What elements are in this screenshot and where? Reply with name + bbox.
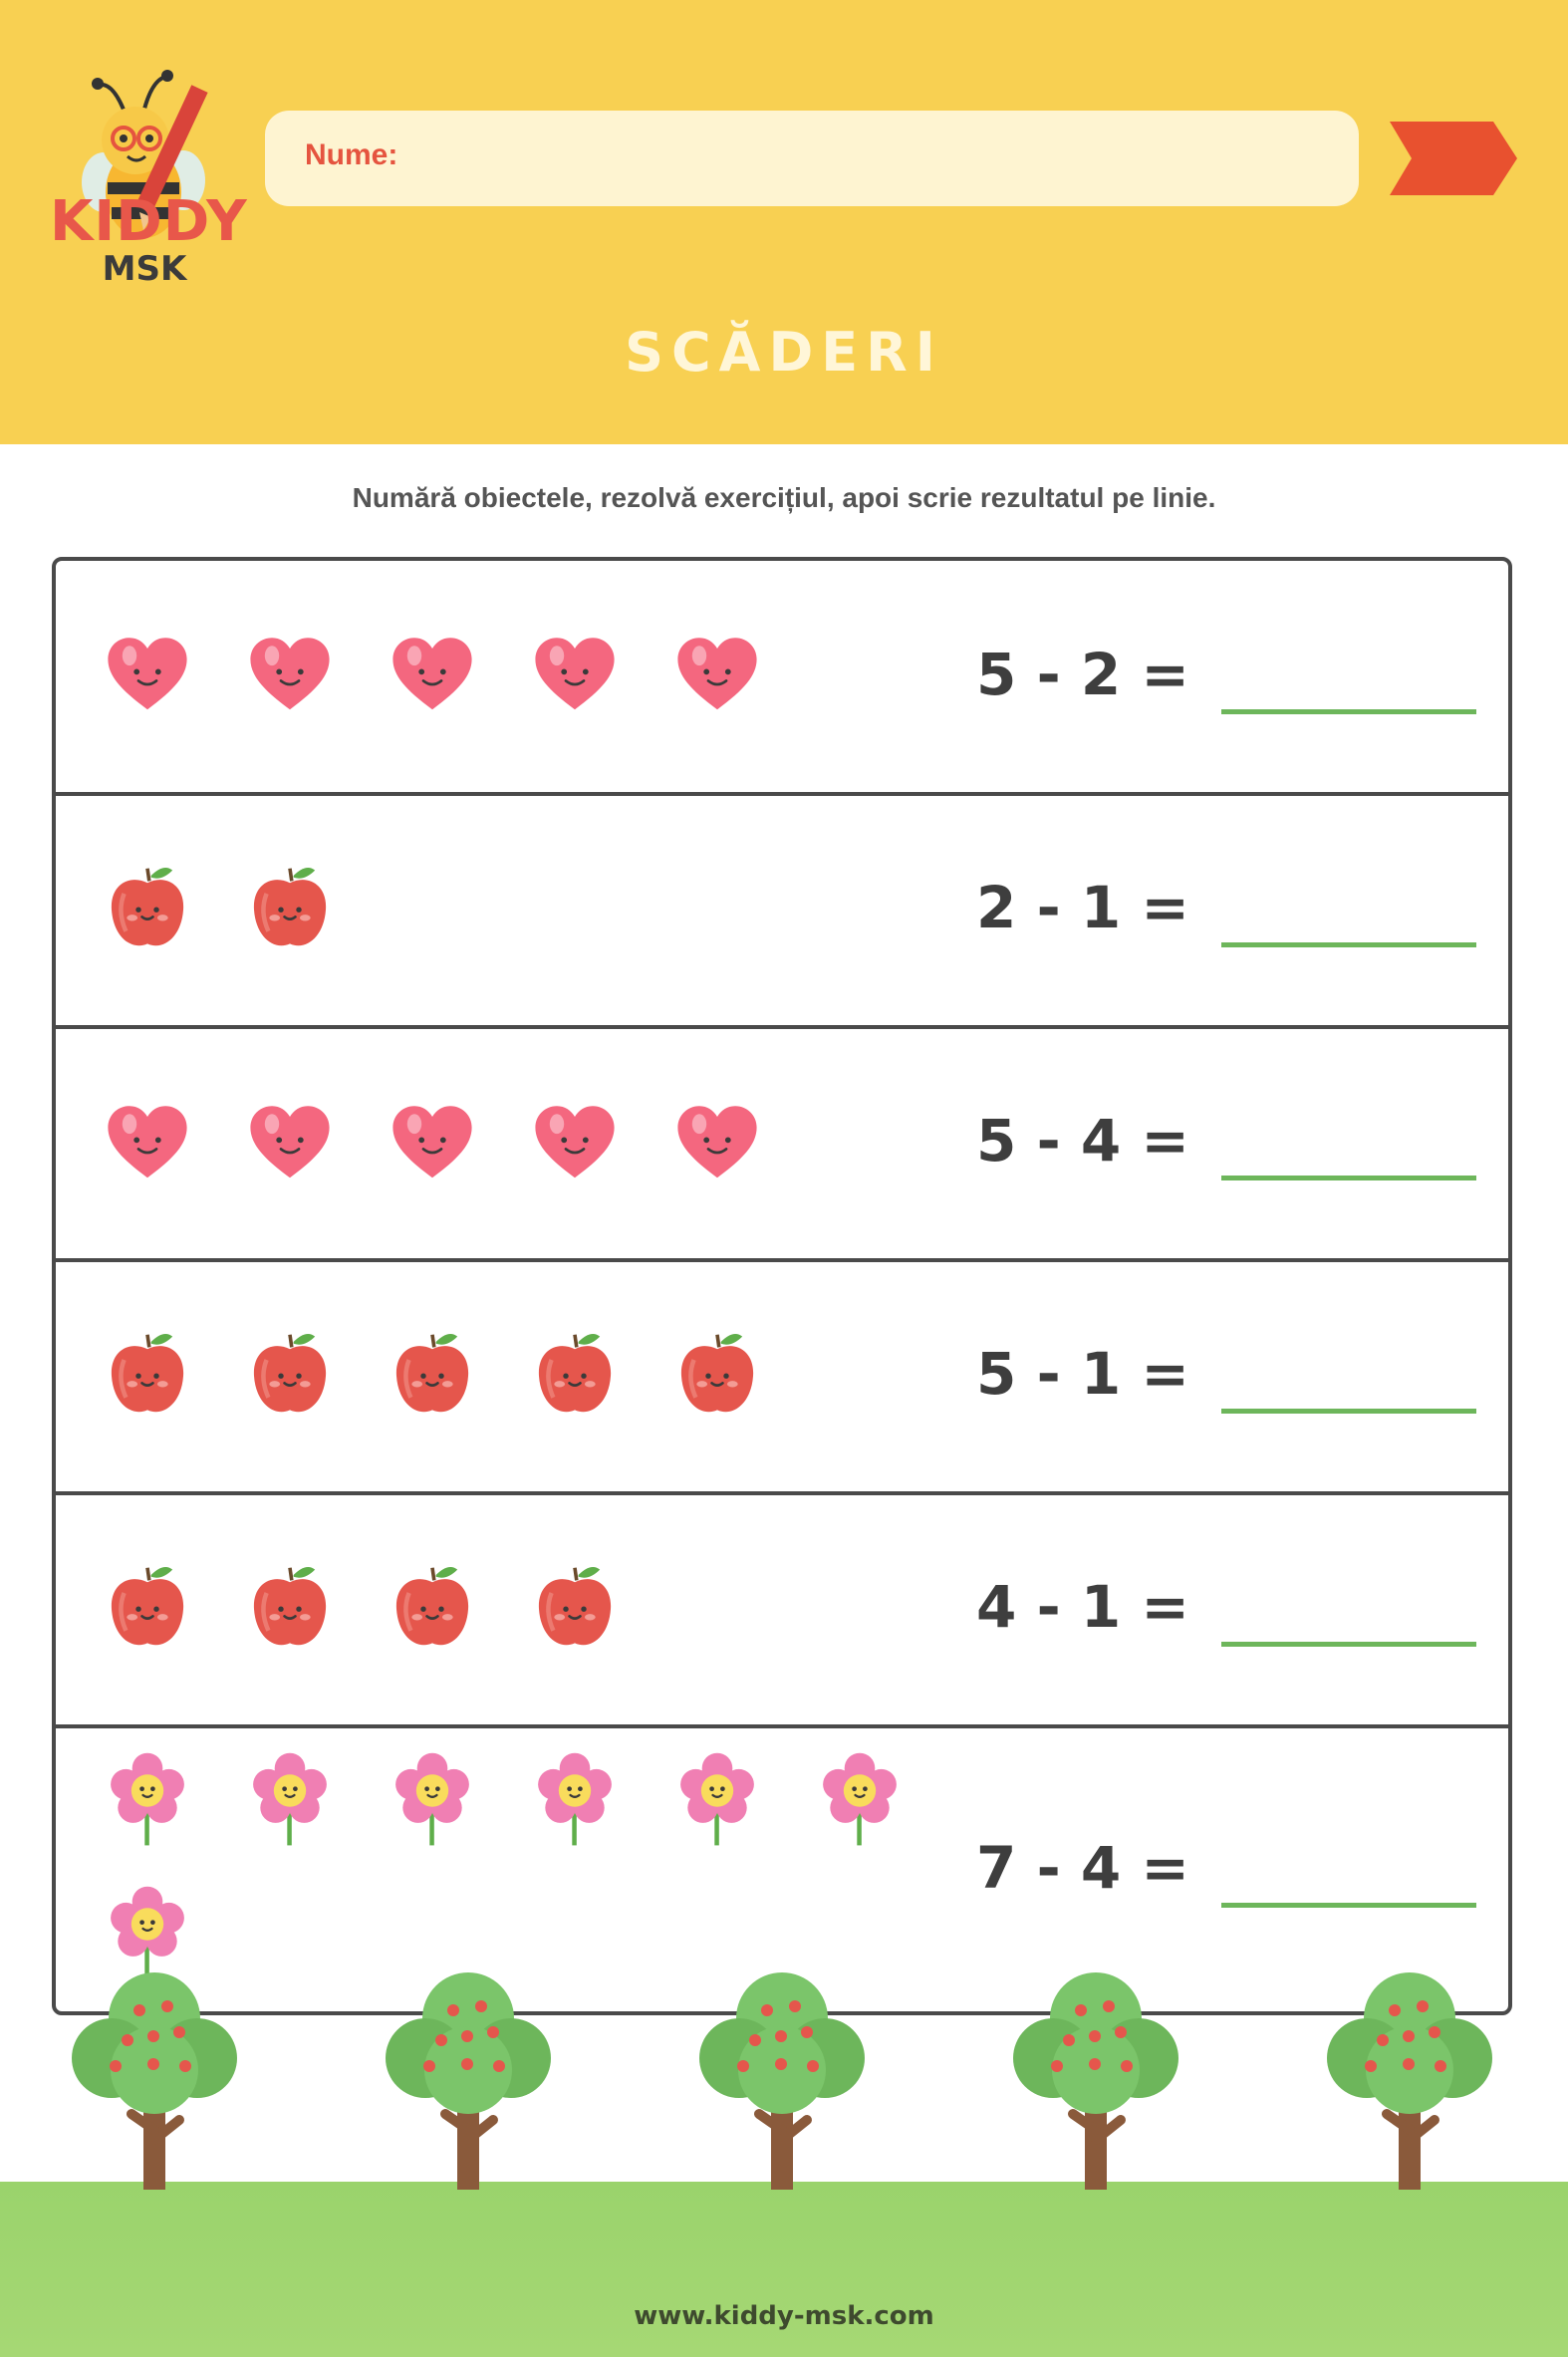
- flower-icon: [245, 1750, 335, 1840]
- flower-icon: [388, 1750, 477, 1840]
- tree-icon: [1011, 1970, 1180, 2190]
- page-title: SCĂDERI: [625, 321, 943, 384]
- exercise-row-5: [56, 1495, 1508, 1728]
- heart-icon: [103, 1099, 192, 1188]
- equation: 7 - 4 =: [976, 1834, 1189, 1902]
- apple-icon: [245, 1324, 335, 1414]
- answer-line[interactable]: [1221, 1176, 1476, 1180]
- apple-icon: [530, 1557, 620, 1647]
- flower-icon: [815, 1750, 905, 1840]
- apple-icon: [530, 1324, 620, 1414]
- answer-line[interactable]: [1221, 1903, 1476, 1908]
- arrow-ribbon-icon: [1390, 122, 1517, 195]
- flower-icon: [103, 1884, 192, 1973]
- tree-icon: [70, 1970, 239, 2190]
- equation: 5 - 4 =: [976, 1107, 1189, 1175]
- heart-icon: [103, 631, 192, 720]
- heart-icon: [388, 631, 477, 720]
- heart-icon: [245, 631, 335, 720]
- apple-icon: [103, 1557, 192, 1647]
- exercise-row-2: [56, 796, 1508, 1029]
- logo-msk: MSK: [102, 249, 187, 289]
- instructions: Numără obiectele, rezolvă exercițiul, apoi scrie rezultatul pe linie.: [352, 482, 1216, 513]
- equation: 5 - 1 =: [976, 1340, 1189, 1408]
- tree-icon: [384, 1970, 553, 2190]
- exercise-row-1: [56, 561, 1508, 796]
- apple-icon: [388, 1557, 477, 1647]
- equation: 5 - 2 =: [976, 641, 1189, 708]
- tree-icon: [1325, 1970, 1494, 2190]
- footer-url[interactable]: www.kiddy-msk.com: [634, 2301, 934, 2331]
- flower-icon: [103, 1750, 192, 1840]
- exercise-row-4: [56, 1262, 1508, 1495]
- exercise-row-3: [56, 1029, 1508, 1262]
- apple-icon: [388, 1324, 477, 1414]
- answer-line[interactable]: [1221, 1409, 1476, 1414]
- heart-icon: [245, 1099, 335, 1188]
- answer-line[interactable]: [1221, 942, 1476, 947]
- answer-line[interactable]: [1221, 709, 1476, 714]
- flower-icon: [530, 1750, 620, 1840]
- heart-icon: [530, 631, 620, 720]
- apple-icon: [245, 1557, 335, 1647]
- apple-icon: [103, 1324, 192, 1414]
- heart-icon: [530, 1099, 620, 1188]
- heart-icon: [672, 631, 762, 720]
- logo-kiddy: KIDDY: [50, 189, 248, 254]
- name-label: Nume:: [305, 138, 398, 171]
- heart-icon: [388, 1099, 477, 1188]
- header: [0, 0, 1568, 444]
- name-field[interactable]: [265, 111, 1359, 206]
- apple-icon: [103, 858, 192, 947]
- heart-icon: [672, 1099, 762, 1188]
- answer-line[interactable]: [1221, 1642, 1476, 1647]
- equation: 2 - 1 =: [976, 874, 1189, 941]
- tree-icon: [697, 1970, 867, 2190]
- apple-icon: [672, 1324, 762, 1414]
- apple-icon: [245, 858, 335, 947]
- equation: 4 - 1 =: [976, 1573, 1189, 1641]
- exercise-grid: [52, 557, 1512, 2015]
- flower-icon: [672, 1750, 762, 1840]
